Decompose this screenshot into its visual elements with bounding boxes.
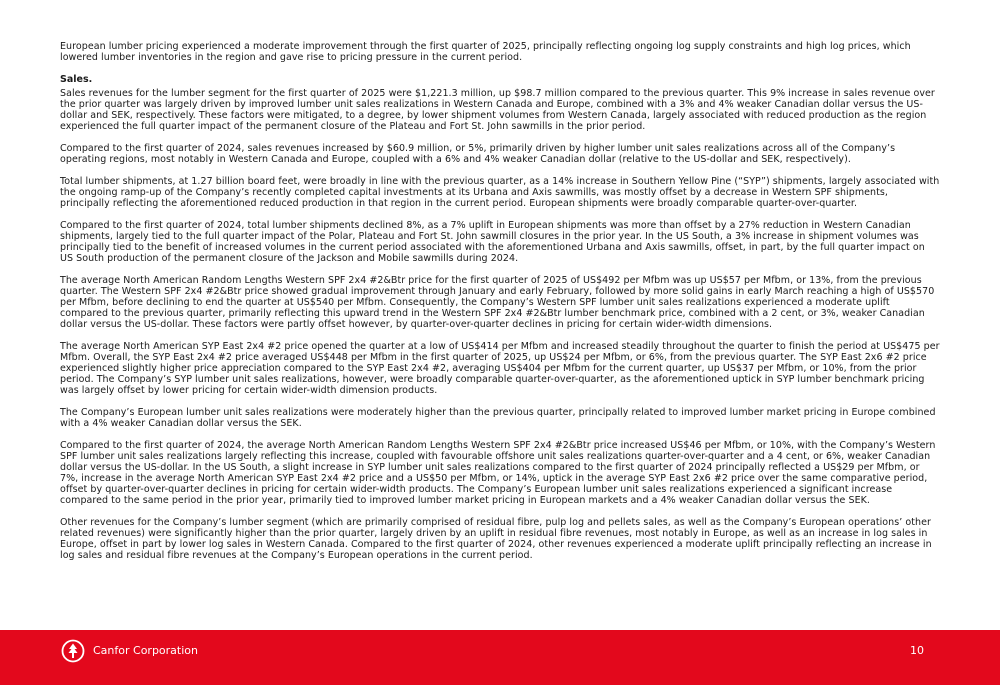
- body-paragraph: Other revenues for the Company’s lumber segment (which are primarily comprised of residual fibre, pulp log and pellets sales, as well as the Company’s European operations’ other related revenues) were significantly higher than the prior quarter, largely driven by an uplift in residual fibre revenues, most notably in Europe, as well as an increase in log sales in Europe, offset in part by lower log sales in Western Canada. Compared to the first quarter of 2024, other revenues experienced a moderate uplift principally reflecting an increase in log sales and residual fibre revenues at the Company’s European operations in the current period.: [60, 517, 932, 561]
- company-name: Canfor Corporation: [93, 644, 198, 657]
- body-paragraph: Compared to the first quarter of 2024, the average North American Random Lengths Western SPF 2x4 #2&Btr price increased US$46 per Mfbm, or 10%, with the Company’s Western SPF lumber unit sales realizations largely reflecting this increase, coupled with favourable offshore unit sales realizations quarter-over-quarter and a 4 cent, or 6%, weaker Canadian dollar versus the US-dollar. In the US South, a slight increase in SYP lumber unit sales realizations compared to the first quarter of 2024 principally reflected a US$29 per Mfbm, or 7%, increase in the average North American SYP East 2x4 #2 price and a US$50 per Mfbm, or 14%, uptick in the average SYP East 2x6 #2 price over the same comparative period, offset by quarter-over-quarter declines in pricing for certain wider-width products. The Company’s European lumber unit sales realizations experienced a significant increase compared to the same period in the prior year, primarily tied to improved lumber market pricing in European markets and a 4% weaker Canadian dollar versus the SEK.: [60, 440, 936, 506]
- page-number: 10: [910, 644, 924, 657]
- body-paragraph: Compared to the first quarter of 2024, total lumber shipments declined 8%, as a 7% uplift in European shipments was more than offset by a 27% reduction in Western Canadian shipments, largely tied to the full quarter impact of the Polar, Plateau and Fort St. John sawmill closures in the prior year. In the US South, a 3% increase in shipment volumes was principally tied to the benefit of increased volumes in the current period associated with the aforementioned Urbana and Axis sawmills, offset, in part, by the full quarter impact on US South production of the permanent closure of the Jackson and Mobile sawmills during 2024.: [60, 220, 925, 264]
- body-paragraph: Total lumber shipments, at 1.27 billion board feet, were broadly in line with the previous quarter, as a 14% increase in Southern Yellow Pine (“SYP”) shipments, largely associated with the ongoing ramp-up of the Company’s recently completed capital investments at its Urbana and Axis sawmills, was mostly offset by a decrease in Western SPF shipments, principally reflecting the aforementioned reduced production in that region in the current period. European shipments were broadly comparable quarter-over-quarter.: [60, 176, 940, 209]
- canfor-tree-logo-icon: [61, 639, 85, 663]
- body-paragraph: Sales revenues for the lumber segment for the first quarter of 2025 were $1,221.3 million, up $98.7 million compared to the previous quarter. This 9% increase in sales revenue over the prior quarter was largely driven by improved lumber unit sales realizations in Western Canada and Europe, combined with a 3% and 4% weaker Canadian dollar versus the US-dollar and SEK, respectively. These factors were mitigated, to a degree, by lower shipment volumes from Western Canada, largely associated with reduced production as the region experienced the full quarter impact of the permanent closure of the Plateau and Fort St. John sawmills in the prior period.: [60, 88, 935, 132]
- document-body: [60, 41, 940, 572]
- body-paragraph: Compared to the first quarter of 2024, sales revenues increased by $60.9 million, or 5%, primarily driven by higher lumber unit sales realizations across all of the Company’s operating regions, most notably in Western Canada and Europe, coupled with a 6% and 4% weaker Canadian dollar (relative to the US-dollar and SEK, respectively).: [60, 143, 896, 165]
- page-footer: [0, 630, 1000, 685]
- sales-heading: Sales.: [60, 74, 93, 85]
- body-paragraph: The average North American Random Lengths Western SPF 2x4 #2&Btr price for the first quarter of 2025 of US$492 per Mfbm was up US$57 per Mfbm, or 13%, from the previous quarter. The Western SPF 2x4 #2&Btr price showed gradual improvement through January and early February, followed by more solid gains in early March reaching a high of US$570 per Mfbm, before declining to end the quarter at US$540 per Mfbm. Consequently, the Company’s Western SPF lumber unit sales realizations experienced a moderate uplift compared to the previous quarter, primarily reflecting this upward trend in the Western SPF 2x4 #2&Btr lumber benchmark price, combined with a 2 cent, or 3%, weaker Canadian dollar versus the US-dollar. These factors were partly offset however, by quarter-over-quarter declines in pricing for certain wider-width dimensions.: [60, 275, 935, 330]
- intro-paragraph: European lumber pricing experienced a moderate improvement through the first quarter of 2025, principally reflecting ongoing log supply constraints and high log prices, which lowered lumber inventories in the region and gave rise to pricing pressure in the current period.: [60, 41, 911, 63]
- body-paragraph: The Company’s European lumber unit sales realizations were moderately higher than the previous quarter, principally related to improved lumber market pricing in Europe combined with a 4% weaker Canadian dollar versus the SEK.: [60, 407, 936, 429]
- body-paragraph: The average North American SYP East 2x4 #2 price opened the quarter at a low of US$414 per Mfbm and increased steadily throughout the quarter to finish the period at US$475 per Mfbm. Overall, the SYP East 2x4 #2 price averaged US$448 per Mfbm in the first quarter of 2025, up US$24 per Mfbm, or 6%, from the previous quarter. The SYP East 2x6 #2 price experienced slightly higher price appreciation compared to the SYP East 2x4 #2, averaging US$404 per Mfbm for the current quarter, up US$37 per Mfbm, or 10%, from the prior period. The Company’s SYP lumber unit sales realizations, however, were broadly comparable quarter-over-quarter, as the aforementioned uptick in SYP lumber benchmark pricing was largely offset by lower pricing for certain wider-width dimension products.: [60, 341, 940, 396]
